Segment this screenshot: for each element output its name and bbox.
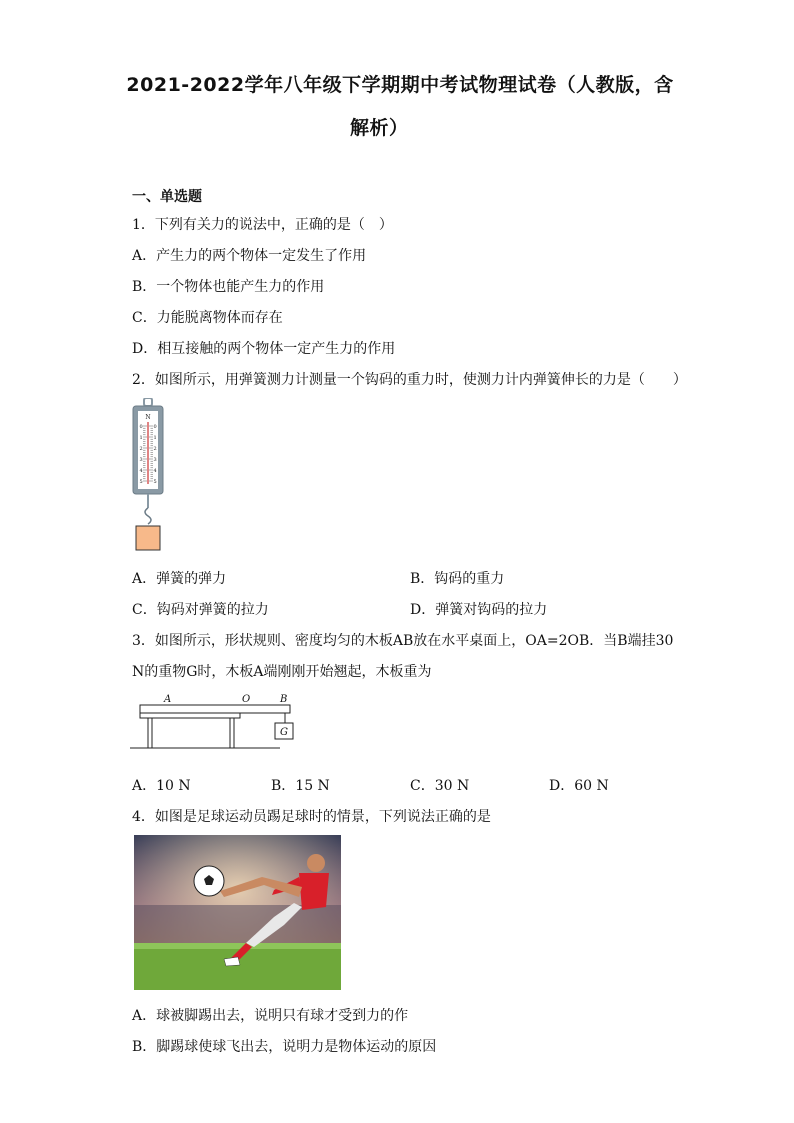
question-2-option-d: D．弹簧对钩码的拉力 (410, 602, 548, 618)
top-ring (144, 398, 152, 406)
label-b: B (280, 694, 288, 705)
question-1-option-b: B．一个物体也能产生力的作用 (132, 279, 325, 295)
football-player-photo (134, 835, 341, 990)
question-1-option-d: D．相互接触的两个物体一定产生力的作用 (132, 341, 396, 357)
question-2-option-b: B．钩码的重力 (410, 571, 505, 587)
right-tick-label: 5 (153, 479, 157, 485)
document-title-line-2: 解析） (350, 117, 409, 139)
question-3-option-b: B．15 N (271, 778, 330, 794)
table-top (140, 713, 240, 718)
question-1-stem: 1．下列有关力的说法中，正确的是（ ） (132, 217, 393, 233)
spring-scale-figure (128, 398, 168, 553)
question-3-stem-line-1: 3．如图所示，形状规则、密度均匀的木板AB放在水平桌面上，OA=2OB．当B端挂30 (132, 633, 674, 649)
right-tick-label: 3 (153, 457, 157, 463)
left-tick-label: 0 (139, 424, 143, 430)
section-heading: 一、单选题 (132, 189, 202, 205)
left-tick-label: 2 (139, 446, 143, 452)
label-a: A (164, 694, 172, 705)
document-title-line-1: 2021-2022学年八年级下学期期中考试物理试卷（人教版，含 (126, 74, 674, 96)
right-tick-label: 2 (153, 446, 157, 452)
player-head (307, 854, 325, 872)
right-tick-label: 0 (153, 424, 157, 430)
right-tick-label: 4 (153, 468, 157, 474)
player-jersey (299, 873, 329, 910)
question-1-option-a: A．产生力的两个物体一定发生了作用 (132, 248, 367, 264)
grass-stripe (134, 943, 341, 949)
label-o: O (242, 694, 251, 705)
left-tick-label: 5 (139, 479, 143, 485)
question-3-option-a: A．10 N (132, 778, 191, 794)
left-tick-label: 1 (139, 435, 143, 441)
question-3-stem-line-2: N的重物G时，木板A端刚刚开始翘起，木板重为 (132, 664, 432, 680)
question-2-option-a: A．弹簧的弹力 (132, 571, 227, 587)
question-4-stem: 4．如图是足球运动员踢足球时的情景，下列说法正确的是 (132, 809, 491, 825)
lever-table-figure (130, 690, 300, 752)
question-3-option-d: D．60 N (549, 778, 609, 794)
stands (134, 905, 341, 945)
question-4-option-a: A．球被脚踢出去，说明只有球才受到力的作 (132, 1008, 409, 1024)
grass (134, 943, 341, 990)
left-tick-label: 4 (139, 468, 143, 474)
question-2-stem: 2．如图所示，用弹簧测力计测量一个钩码的重力时，使测力计内弹簧伸长的力是（ ） (132, 372, 687, 388)
left-tick-label: 3 (139, 457, 143, 463)
question-2-option-c: C．钩码对弹簧的拉力 (132, 602, 269, 618)
label-g: G (280, 727, 288, 738)
question-3-option-c: C．30 N (410, 778, 470, 794)
hook-weight (136, 526, 160, 550)
hook-icon (145, 508, 151, 524)
question-4-option-b: B．脚踢球使球飞出去，说明力是物体运动的原因 (132, 1039, 437, 1055)
question-1-option-c: C．力能脱离物体而存在 (132, 310, 283, 326)
unit-label: N (145, 414, 151, 421)
right-tick-label: 1 (153, 435, 157, 441)
board-ab (140, 705, 290, 713)
